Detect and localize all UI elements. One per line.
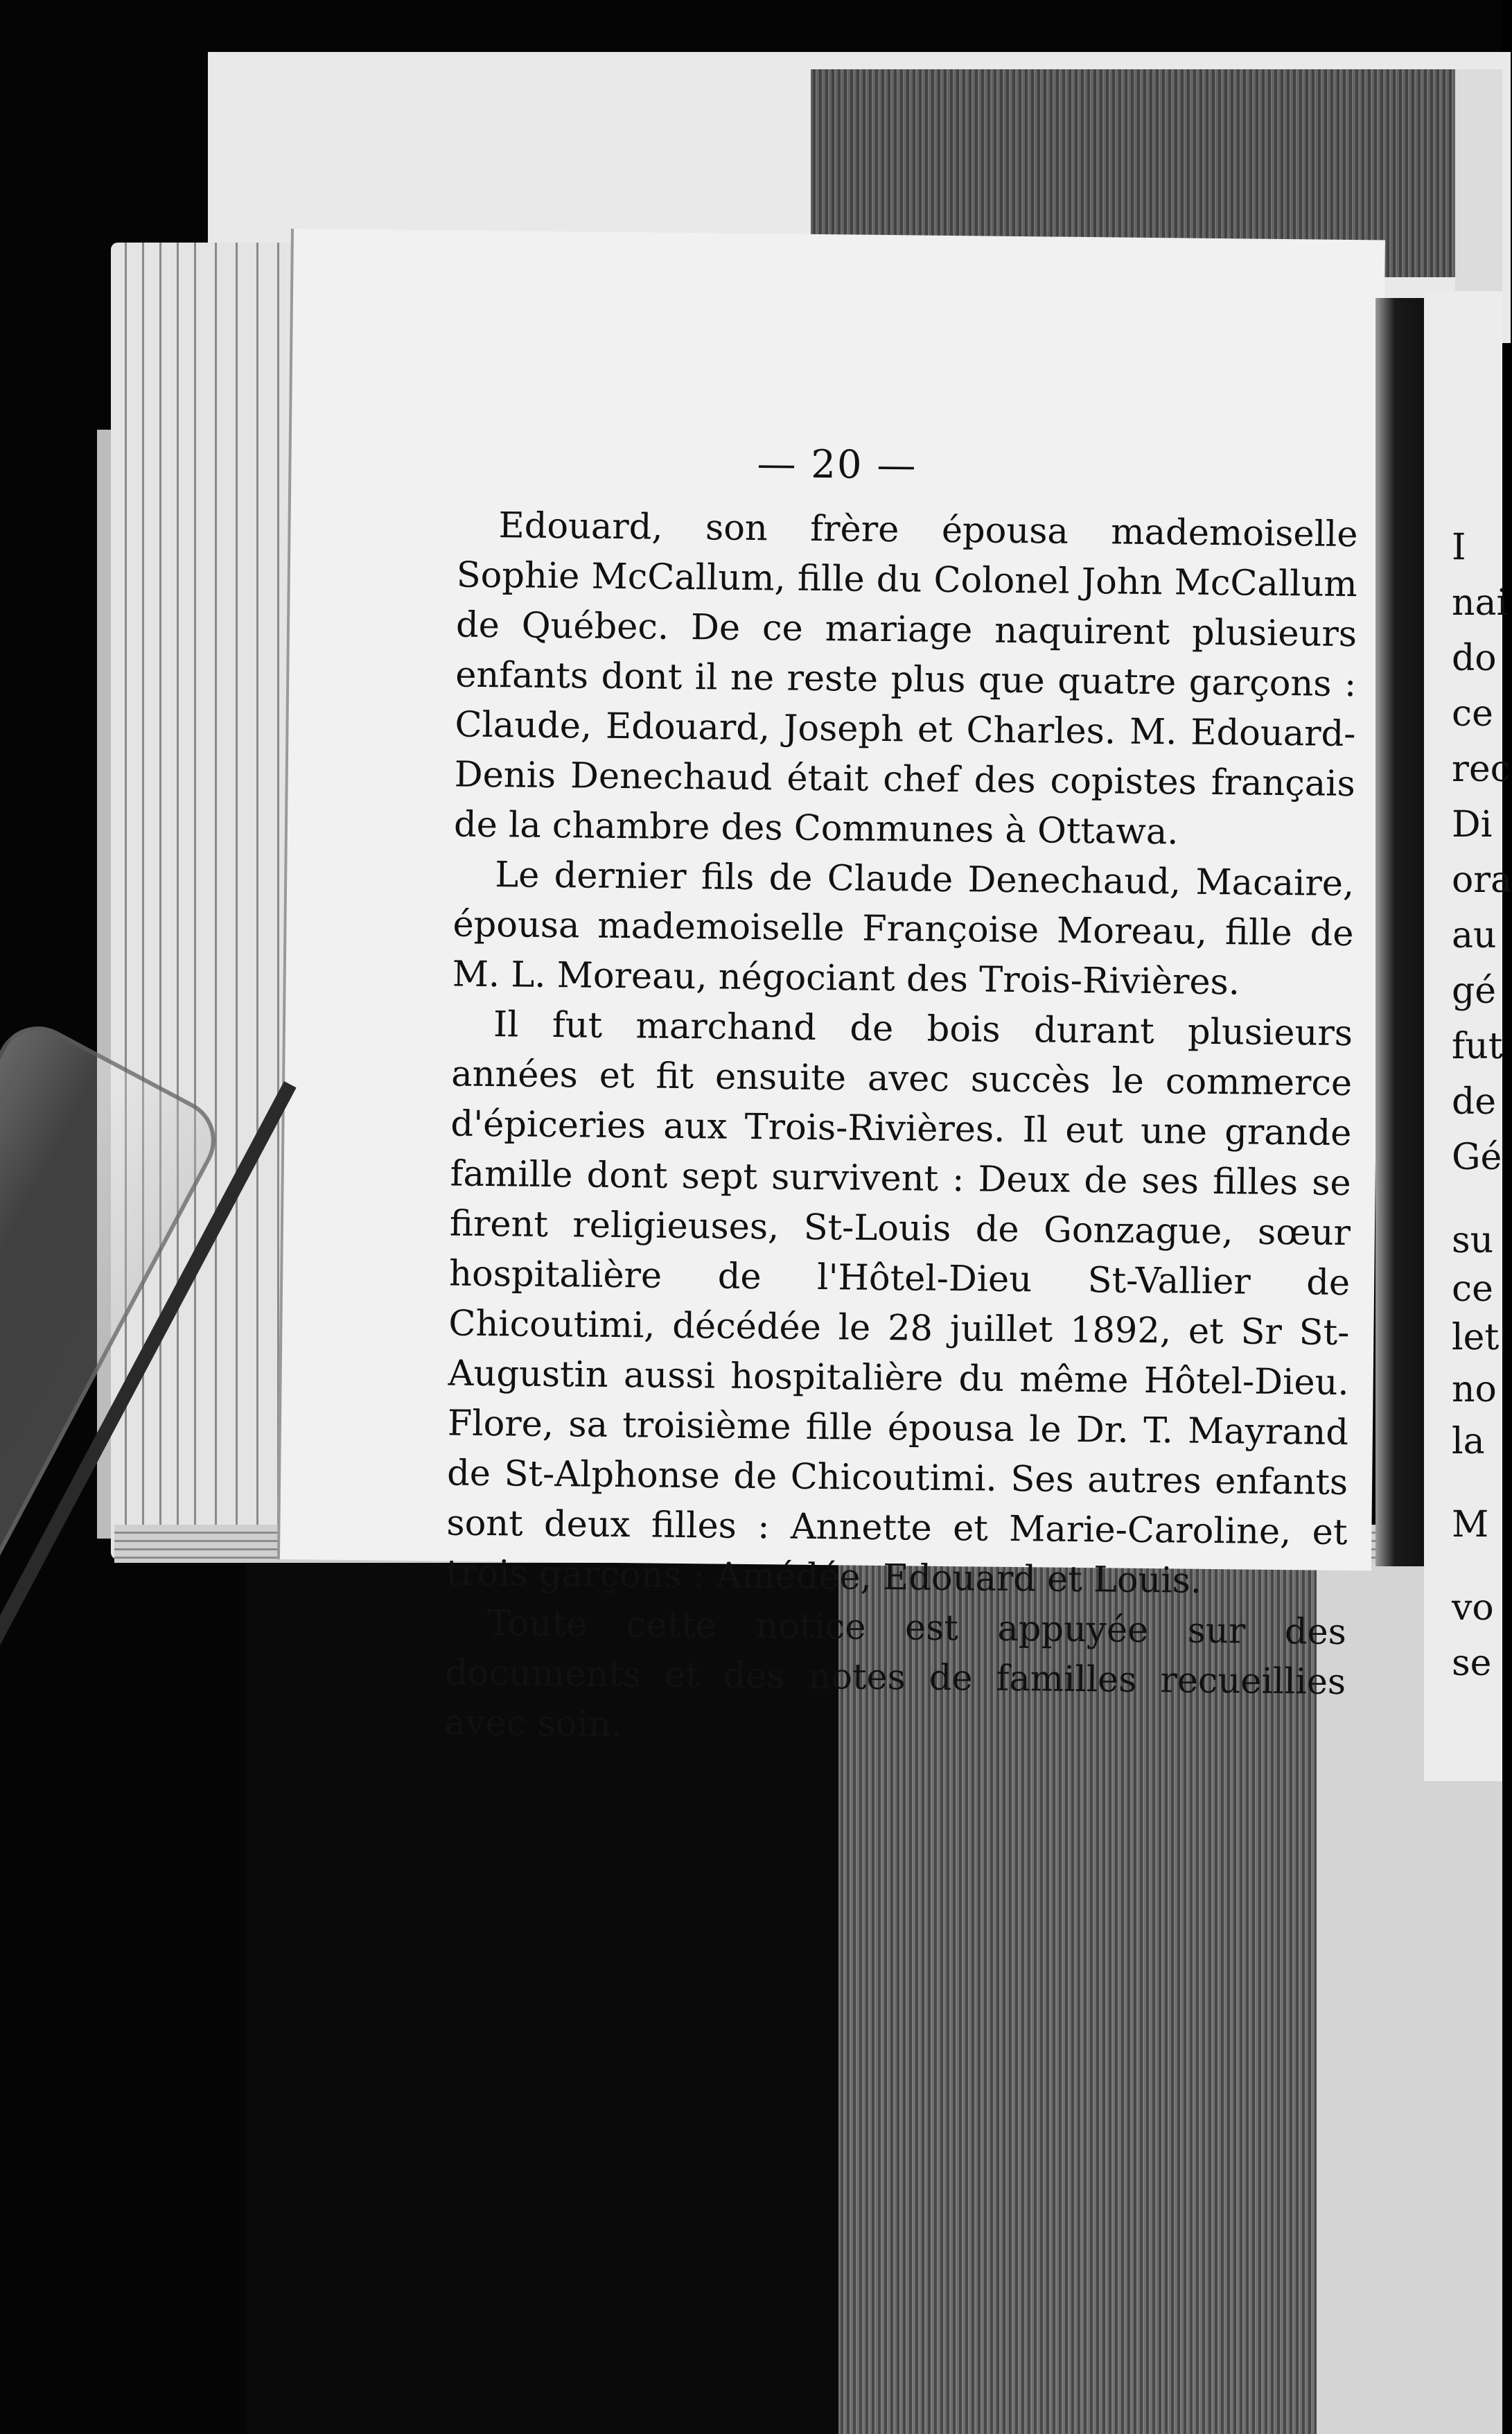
facing-page [1424, 291, 1512, 1573]
paragraph: Le dernier fils de Claude Denechaud, Macaire, épousa mademoiselle Françoise Moreau, fille de M. L. Moreau, négociant des Trois-Rivières. [452, 855, 1355, 1004]
facing-page-fragment: nai [1452, 582, 1509, 624]
book-gutter [1375, 298, 1424, 1566]
facing-page-fragment: ce [1452, 693, 1493, 735]
facing-page-fragment: do [1452, 638, 1497, 679]
back-page-corner [1455, 69, 1502, 298]
facing-page-fragment: let [1452, 1317, 1500, 1358]
facing-page-lower [1424, 1573, 1502, 1781]
facing-page-fragment: de [1452, 1081, 1497, 1123]
facing-page-fragment: fut [1452, 1026, 1503, 1067]
facing-page-fragment: su [1452, 1220, 1494, 1261]
facing-page-fragment: la [1452, 1421, 1485, 1462]
book-page [277, 229, 1385, 1746]
facing-page-fragment: Di [1452, 804, 1493, 846]
facing-page-fragment: Gé [1452, 1137, 1502, 1178]
facing-page-fragment: rec [1452, 748, 1511, 790]
facing-page-fragment: ce [1452, 1268, 1493, 1310]
facing-page-fragment: au [1452, 915, 1497, 956]
page-text [444, 501, 1358, 1758]
facing-page-fragment: ora [1452, 859, 1512, 901]
paragraph: Toute cette notice est appuyée sur des documents et des notes de familles recueillies avec soin. [444, 1603, 1347, 1746]
facing-page-fragment: M [1452, 1504, 1489, 1546]
facing-page-fragment: I [1452, 527, 1466, 568]
facing-page-fragment: se [1452, 1643, 1492, 1684]
facing-page-fragment: no [1452, 1369, 1497, 1410]
page-number: — 20 — [757, 441, 917, 489]
paragraph: Edouard, son frère épousa mademoiselle Sophie McCallum, fille du Colonel John McCallum de Québec. De ce mariage naquirent plusieurs enfants dont il ne reste plus que quatre garçons : Claude, Edouard, Joseph et Charles. M. Edouard-Denis Denechaud était chef des copistes français de la chambre des Communes à Ottawa. [453, 505, 1358, 853]
facing-page-fragment: vo [1452, 1587, 1494, 1629]
facing-page-fragment: gé [1452, 970, 1497, 1012]
paragraph: Il fut marchand de bois durant plusieurs années et fit ensuite avec succès le commerce d'épiceries aux Trois-Rivières. Il eut une grande famille dont sept survivent : Deux de ses filles se firent religieuses, St-Louis de Gonzague, sœur hospitalière de l'Hôtel-Dieu St-Vallier de Chicoutimi, décédée le 28 juillet 1892, et Sr St-Augustin aussi hospitalière du même Hôtel-Dieu. Flore, sa troisième fille épousa le Dr. T. Mayrand de St-Alphonse de Chicoutimi. Ses autres enfants sont deux filles : Annette et Marie-Caroline, et trois garçons : Amédée, Edouard et Louis. [446, 1004, 1353, 1602]
